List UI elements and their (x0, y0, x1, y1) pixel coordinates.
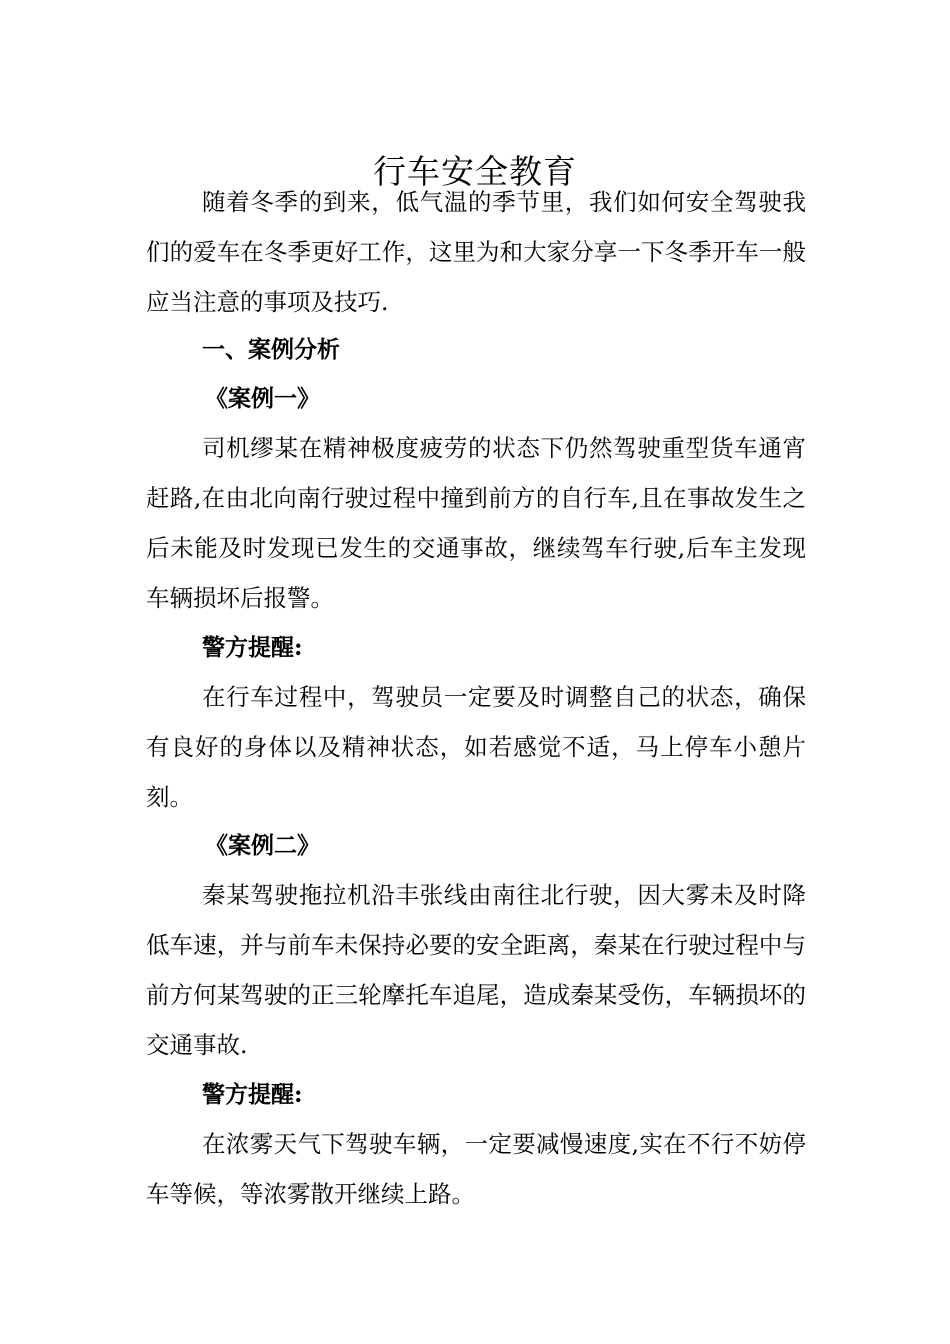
case1-heading: 《案例一》 (205, 385, 320, 412)
section-heading: 一、案例分析 (202, 336, 340, 363)
case1-warning-body: 在行车过程中，驾驶员一定要及时调整自己的状态，确保有良好的身体以及精神状态，如若感觉不适，马上停车小憩片刻。 (146, 683, 806, 811)
case2-warning-body: 在浓雾天气下驾驶车辆，一定要减慢速度,实在不行不妨停车等候，等浓雾散开继续上路。 (146, 1130, 806, 1208)
case2-heading: 《案例二》 (205, 832, 320, 859)
case1-body: 司机缪某在精神极度疲劳的状态下仍然驾驶重型货车通宵赶路,在由北向南行驶过程中撞到前方的自行车,且在事故发生之后未能及时发现已发生的交通事故，继续驾车行驶,后车主发现车辆损坏后报警。 (146, 434, 806, 612)
case2-warning-heading: 警方提醒: (202, 1081, 303, 1108)
case2-body: 秦某驾驶拖拉机沿丰张线由南往北行驶，因大雾未及时降低车速，并与前车未保持必要的安全距离，秦某在行驶过程中与前方何某驾驶的正三轮摩托车追尾，造成秦某受伤，车辆损坏的交通事故. (146, 881, 806, 1059)
page-title: 行车安全教育 (373, 152, 577, 192)
intro-paragraph: 随着冬季的到来，低气温的季节里，我们如何安全驾驶我们的爱车在冬季更好工作，这里为和大家分享一下冬季开车一般应当注意的事项及技巧. (146, 188, 806, 316)
case1-warning-heading: 警方提醒: (202, 634, 303, 661)
